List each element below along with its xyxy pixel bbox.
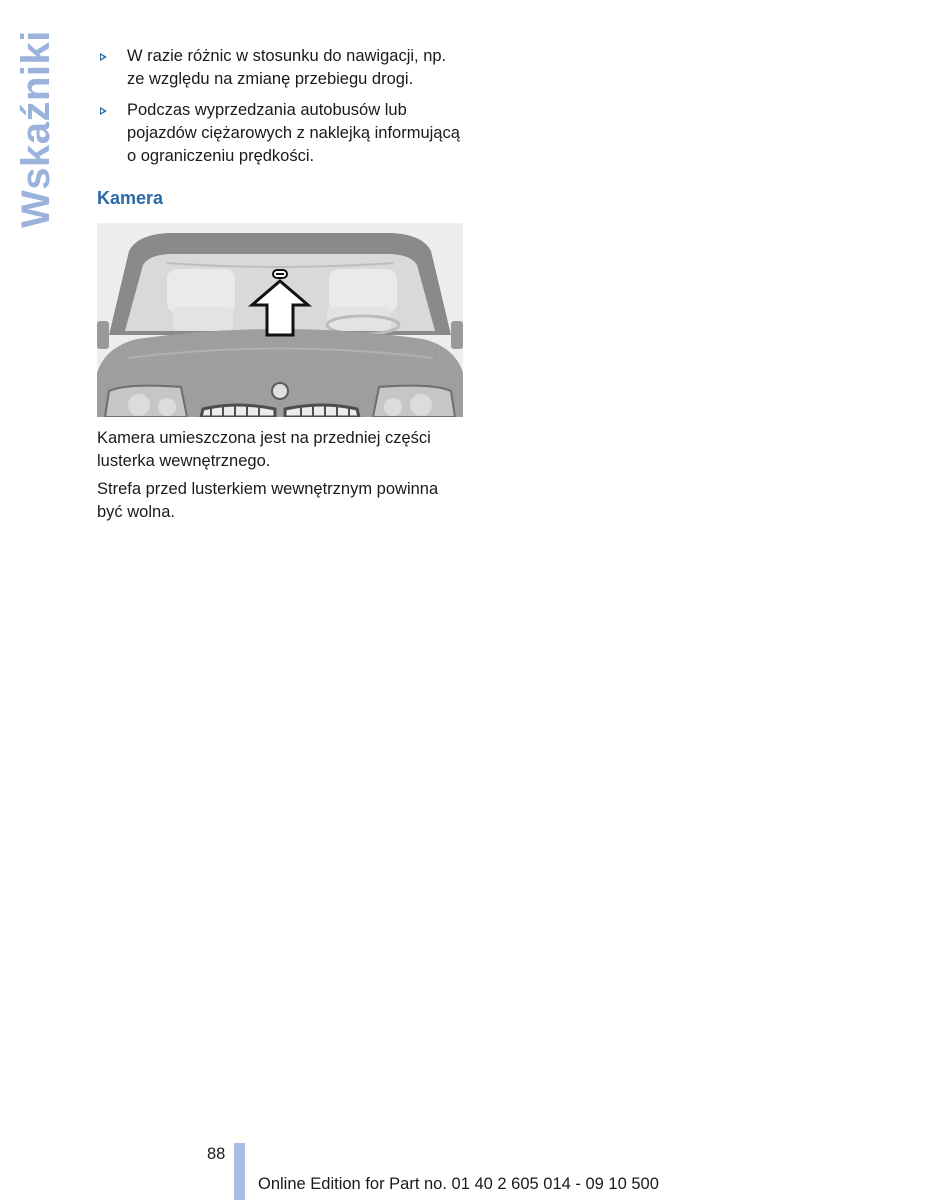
- list-item-text: W razie różnic w stosunku do nawigacji, np. ze względu na zmianę przebiegu drogi.: [127, 47, 447, 88]
- list-item-text: Podczas wyprzedzania autobusów lub pojazdów ciężarowych z naklejką informującą o ograniczeniu prędkości.: [127, 101, 460, 165]
- triangle-bullet-icon: [100, 53, 107, 61]
- page-number: 88: [207, 1145, 226, 1163]
- section-side-title: Wskaźniki: [14, 30, 58, 228]
- list-item: [97, 45, 465, 91]
- edition-footer: Online Edition for Part no. 01 40 2 605 014 - 09 10 500: [258, 1175, 659, 1193]
- footer-accent-bar: [234, 1143, 245, 1200]
- car-front-illustration: [97, 223, 463, 417]
- body-paragraph: Strefa przed lusterkiem wewnętrznym powinna być wolna.: [97, 480, 439, 521]
- section-heading: Kamera: [97, 188, 164, 208]
- triangle-bullet-icon: [100, 107, 107, 115]
- list-item: [97, 99, 465, 168]
- bullet-list: [97, 45, 465, 168]
- figure-caption: Kamera umieszczona jest na przedniej części lusterka wewnętrznego.: [97, 429, 431, 470]
- content-column: [97, 45, 465, 524]
- camera-figure: [97, 223, 463, 417]
